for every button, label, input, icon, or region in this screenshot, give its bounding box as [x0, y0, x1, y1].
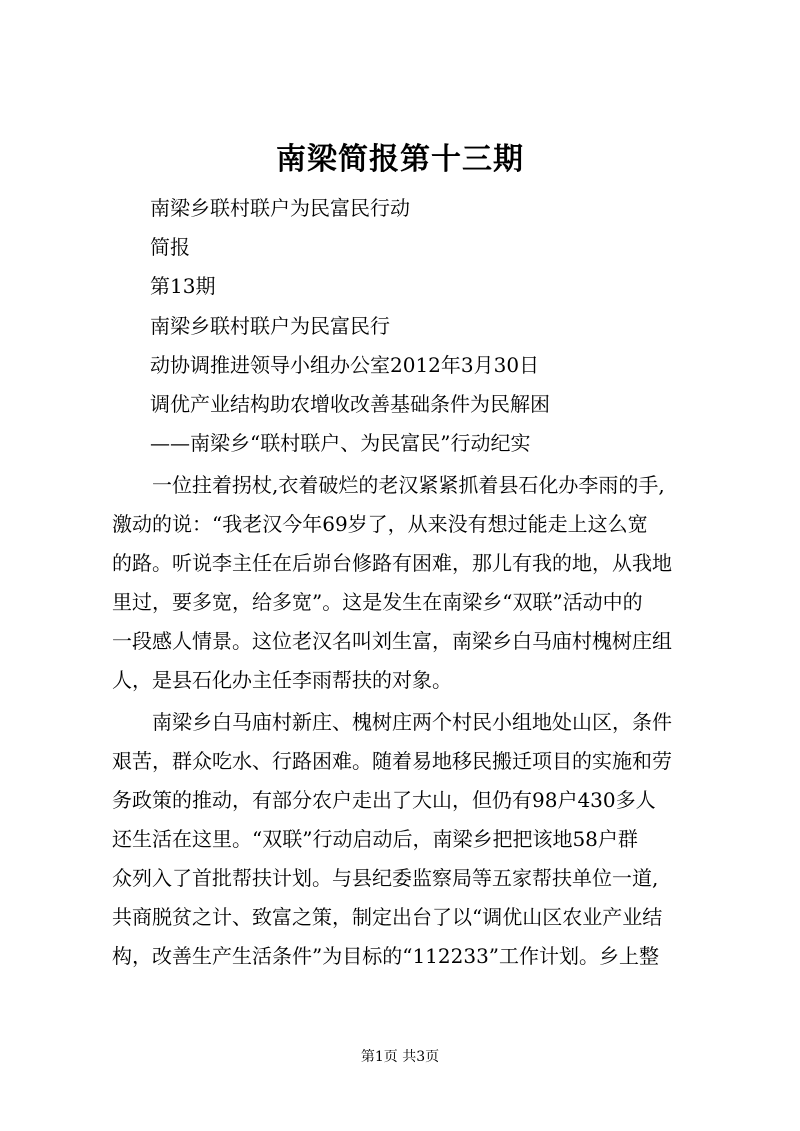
paragraph-line: 南梁乡白马庙村新庄、槐树庄两个村民小组地处山区，条件 — [152, 710, 672, 734]
paragraph-line: 里过，要多宽，给多宽”。这是发生在南梁乡“双联”活动中的 — [112, 590, 643, 614]
paragraph-line: 构，改善生产生活条件”为目标的“112233”工作计划。乡上整 — [112, 944, 660, 968]
header-line: 简报 — [150, 235, 190, 259]
header-line: 动协调推进领导小组办公室2012年3月30日 — [150, 353, 540, 377]
paragraph — [112, 466, 712, 700]
header-line: 南梁乡联村联户为民富民行动 — [150, 196, 410, 220]
header-line: 第13期 — [150, 274, 216, 298]
paragraph-line: 人，是县石化办主任李雨帮扶的对象。 — [112, 668, 452, 692]
paragraph-line: 还生活在这里。“双联”行动启动后，南梁乡把把该地58户群 — [112, 827, 638, 851]
paragraph-line: 激动的说：“我老汉今年69岁了，从来没有想过能走上这么宽 — [112, 512, 648, 536]
header-line: 调优产业结构助农增收改善基础条件为民解困 — [150, 392, 550, 416]
paragraph — [112, 703, 712, 976]
paragraph-line: 一位拄着拐杖,衣着破烂的老汉紧紧抓着县石化办李雨的手, — [152, 473, 665, 497]
header-line: 南梁乡联村联户为民富民行 — [150, 314, 390, 338]
paragraph-line: 众列入了首批帮扶计划。与县纪委监察局等五家帮扶单位一道, — [112, 866, 659, 890]
page-footer: 第1页 共3页 — [360, 1049, 440, 1065]
paragraph-line: 艰苦，群众吃水、行路困难。随着易地移民搬迁项目的实施和劳 — [112, 749, 672, 773]
document-title: 南梁简报第十三期 — [276, 142, 524, 177]
paragraph-line: 共商脱贫之计、致富之策，制定出台了以“调优山区农业产业结 — [112, 905, 663, 929]
header-line: ——南梁乡“联村联户、为民富民”行动纪实 — [150, 431, 531, 455]
paragraph-line: 一段感人情景。这位老汉名叫刘生富，南梁乡白马庙村槐树庄组 — [112, 629, 672, 653]
paragraph-line: 的路。听说李主任在后峁台修路有困难，那儿有我的地，从我地 — [112, 551, 672, 575]
paragraph-line: 务政策的推动，有部分农户走出了大山，但仍有98户430多人 — [112, 788, 656, 812]
